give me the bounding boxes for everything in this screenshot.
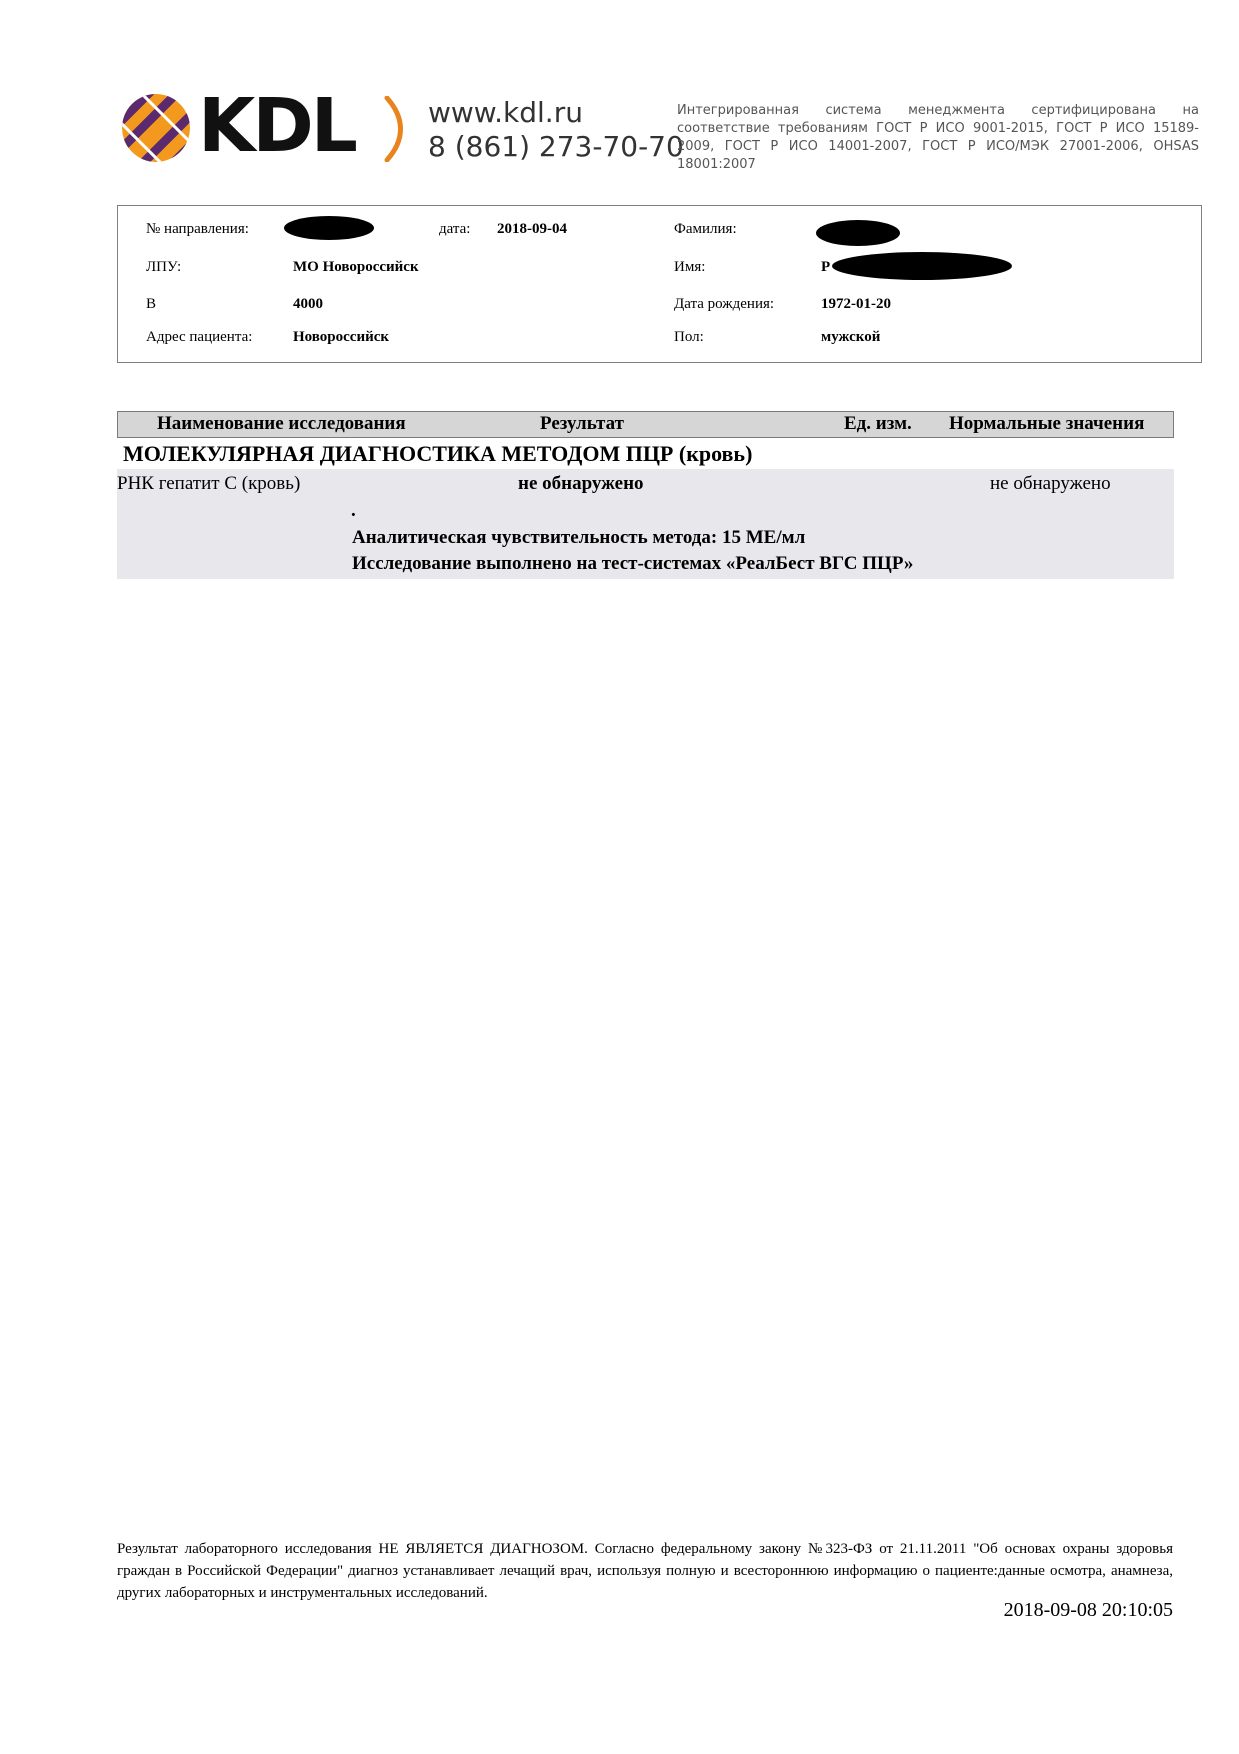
header-unit: Ед. изм. [844, 413, 912, 434]
name-initial: Р [821, 259, 831, 275]
header-normal-values: Нормальные значения [949, 413, 1145, 434]
header-test-name: Наименование исследования [157, 413, 406, 434]
sex-label: Пол: [674, 329, 704, 345]
surname-label: Фамилия: [674, 221, 737, 237]
test-system-note: Исследование выполнено на тест-системах «РеалБест ВГС ПЦР» [352, 553, 914, 574]
test-normal-value: не обнаружено [990, 473, 1111, 494]
redacted-surname [816, 220, 900, 246]
note-dot: . [351, 500, 356, 521]
redacted-name [832, 252, 1012, 280]
referral-label: № направления: [146, 221, 249, 237]
lpu-label: ЛПУ: [146, 259, 182, 275]
logo-text: KDL [198, 83, 355, 169]
chevron-icon [383, 96, 407, 162]
address-label: Адрес пациента: [146, 329, 253, 345]
test-result: не обнаружено [518, 473, 644, 494]
address-value: Новороссийск [293, 329, 390, 345]
name-label: Имя: [674, 259, 706, 275]
sex-value: мужской [821, 329, 881, 345]
v-value: 4000 [293, 296, 323, 312]
sensitivity-note: Аналитическая чувствительность метода: 15 МЕ/мл [352, 527, 806, 548]
certification-text: Интегрированная система менеджмента сертифицирована на соответствие требованиям ГОСТ Р ИСО 9001-2015, ГОСТ Р ИСО 15189-2009, ГОСТ Р ИСО 14001-2007, ГОСТ Р ИСО/МЭК 27001-2006, OHSAS 18001:2007 [677, 103, 1199, 172]
test-name: РНК гепатит С (кровь) [117, 473, 301, 494]
section-title: МОЛЕКУЛЯРНАЯ ДИАГНОСТИКА МЕТОДОМ ПЦР (кровь) [123, 441, 753, 466]
kdl-logo-icon [120, 92, 192, 164]
disclaimer-text: Результат лабораторного исследования НЕ ЯВЛЯЕТСЯ ДИАГНОЗОМ. Согласно федеральному закону №323-ФЗ от 21.11.2011 "Об основах охраны здоровья граждан в Российской Федерации" диагноз устанавливает лечащий врач, используя полную и всестороннюю информацию о пациенте:данные осмотра, анамнеза, других лабораторных и инструментальных исследований. [117, 1541, 1173, 1601]
date-label: дата: [439, 221, 471, 237]
date-value: 2018-09-04 [497, 221, 567, 237]
patient-info-box [117, 205, 1202, 363]
redacted-referral-number [284, 216, 374, 240]
lpu-value: МО Новороссийск [293, 259, 419, 275]
phone-number[interactable]: 8 (861) 273-70-70 [428, 130, 684, 163]
birth-value: 1972-01-20 [821, 296, 891, 312]
website-link[interactable]: www.kdl.ru [428, 96, 583, 129]
printed-timestamp: 2018-09-08 20:10:05 [1003, 1599, 1173, 1621]
birth-label: Дата рождения: [674, 296, 775, 312]
v-label: В [146, 296, 157, 312]
header-result: Результат [540, 413, 624, 434]
